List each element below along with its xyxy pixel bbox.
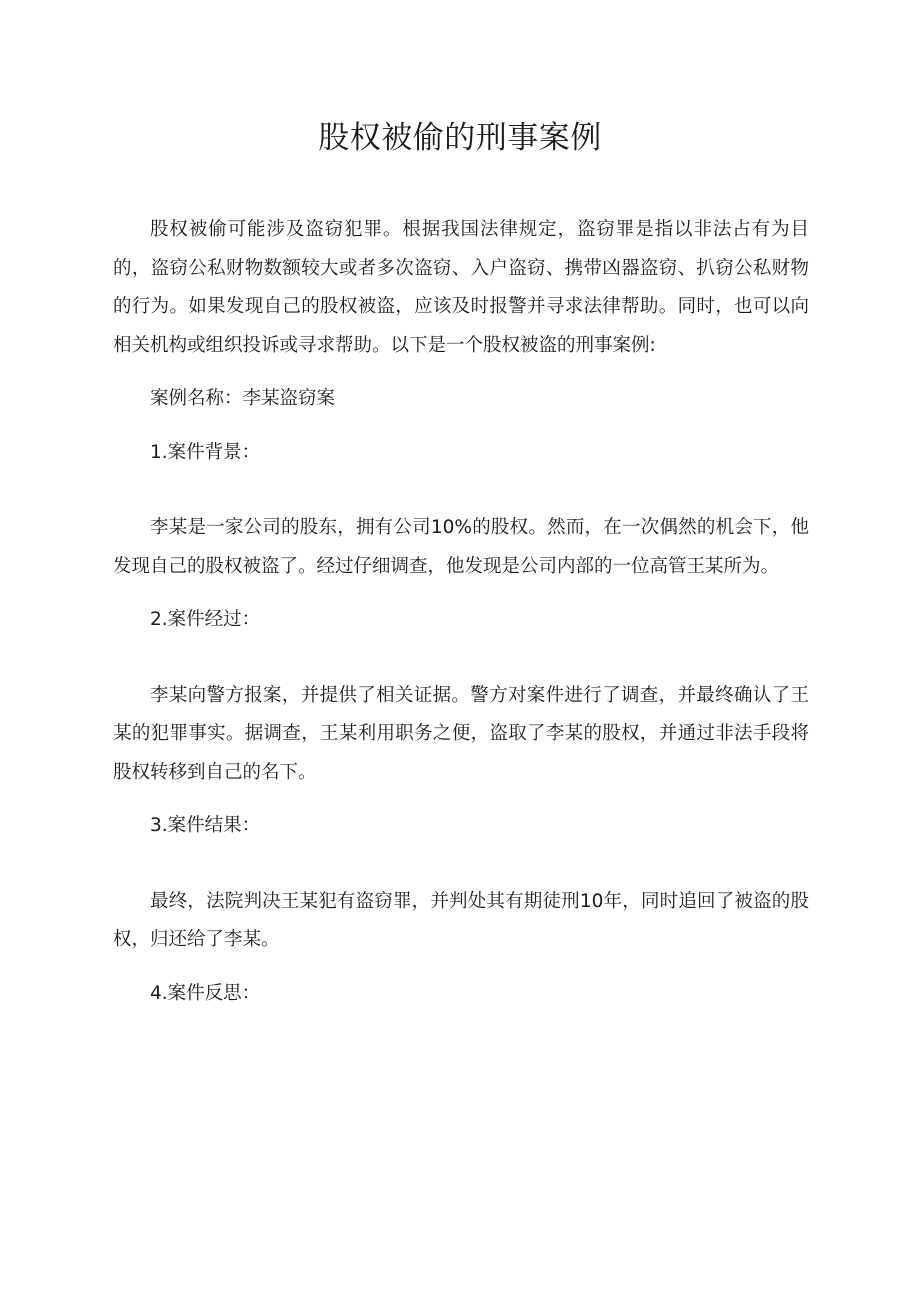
section-heading-background: 1.案件背景： (150, 441, 261, 463)
document-title: 股权被偷的刑事案例 (318, 120, 602, 156)
section-body-background: 李某是一家公司的股东，拥有公司10%的股权。然而，在一次偶然的机会下，他发现自己的股权被盗了。经过仔细调查，他发现是公司内部的一位高管王某所为。 (113, 517, 809, 577)
intro-paragraph: 股权被偷可能涉及盗窃犯罪。根据我国法律规定，盗窃罪是指以非法占有为目的，盗窃公私财物数额较大或者多次盗窃、入户盗窃、携带凶器盗窃、扒窃公私财物的行为。如果发现自己的股权被盗，应该及时报警并寻求法律帮助。同时，也可以向相关机构或组织投诉或寻求帮助。以下是一个股权被盗的刑事案例: (113, 219, 809, 356)
section-body-process: 李某向警方报案，并提供了相关证据。警方对案件进行了调查，并最终确认了王某的犯罪事实。据调查，王某利用职务之便，盗取了李某的股权，并通过非法手段将股权转移到自己的名下。 (113, 684, 809, 783)
section-body-result: 最终，法院判决王某犯有盗窃罪，并判处其有期徒刑10年，同时追回了被盗的股权，归还给了李某。 (113, 890, 809, 950)
section-heading-result: 3.案件结果： (150, 815, 261, 836)
case-name: 案例名称：李某盗窃案 (150, 388, 336, 409)
section-heading-reflection: 4.案件反思： (150, 982, 261, 1004)
section-heading-process: 2.案件经过： (150, 609, 261, 630)
document-body (113, 211, 809, 1013)
